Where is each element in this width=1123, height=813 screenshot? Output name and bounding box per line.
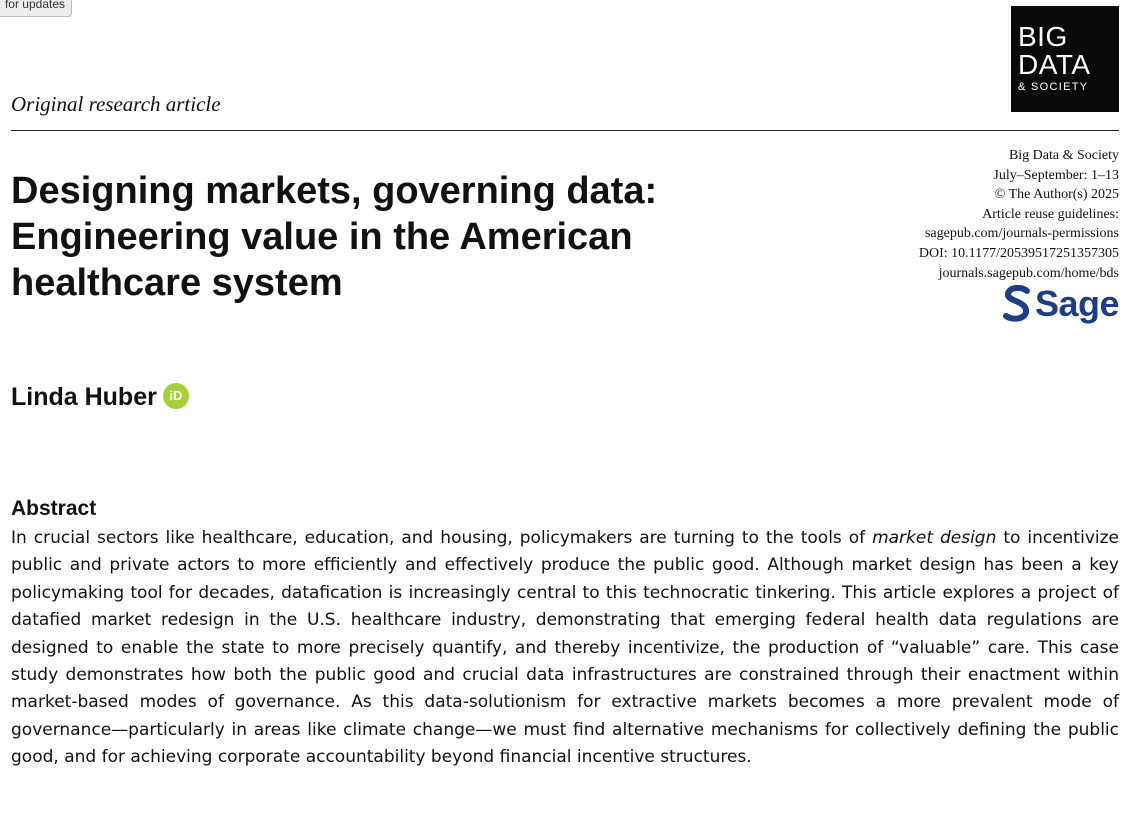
article-type-label: Original research article [11, 92, 221, 116]
journal-logo-line2: DATA [1018, 49, 1091, 80]
abstract-heading: Abstract [11, 497, 97, 520]
title-line1: Designing markets, governing data: [11, 170, 658, 212]
journal-logo-line1: BIG [1018, 21, 1068, 52]
sage-s-icon [1003, 285, 1031, 323]
publisher-name: Sage [1034, 283, 1119, 324]
publisher-logo [1003, 285, 1119, 323]
abstract-text-part1: In crucial sectors like healthcare, education, and housing, policymakers are turning to the tools of [11, 528, 873, 548]
title-line2: Engineering value in the American [11, 216, 633, 258]
orcid-icon[interactable]: iD [163, 383, 189, 409]
author-line [11, 383, 189, 412]
journal-logo [1011, 6, 1119, 112]
journal-homepage-link[interactable]: journals.sagepub.com/home/bds [938, 265, 1119, 281]
permissions-link[interactable]: sagepub.com/journals-permissions [924, 226, 1119, 242]
copyright-notice: © The Author(s) 2025 [994, 187, 1119, 203]
journal-logo-line3: & SOCIETY [1018, 81, 1089, 93]
title-line3: healthcare system [11, 262, 343, 304]
abstract-text [11, 525, 1119, 772]
issue-pages: July–September: 1–13 [993, 167, 1119, 183]
reuse-guidelines-label: Article reuse guidelines: [982, 206, 1119, 222]
author-name: Linda Huber [11, 383, 157, 411]
header-divider [11, 130, 1119, 131]
check-for-updates-button[interactable]: for updates [0, 0, 72, 17]
abstract-text-part2: to incentivize public and private actors to more efficiently and effectively produce the public good. Although market design has been a key policymaking tool for decades, datafication is increasingly central to this technocratic tinkering. This article explores a project of datafied market redesign in the U.S. healthcare industry, demonstrating that emerging federal health data regulations are designed to enable the state to more precisely quantify, and thereby incentivize, the production of “valuable” care. This case study demonstrates how both the public good and crucial data infrastructures are constrained through their enactment within market-based modes of governance. As this data-solutionism for extractive markets becomes a more prevalent mode of governance—particularly in areas like climate change—we must find alternative mechanisms for collectively defining the public good, and for achieving corporate accountability beyond financial incentive structures. [11, 528, 1119, 768]
article-metadata [799, 146, 1119, 283]
article-title [11, 168, 771, 306]
abstract-emphasis: market design [872, 528, 997, 548]
doi-link[interactable]: DOI: 10.1177/20539517251357305 [918, 245, 1119, 261]
journal-name: Big Data & Society [1008, 148, 1119, 163]
